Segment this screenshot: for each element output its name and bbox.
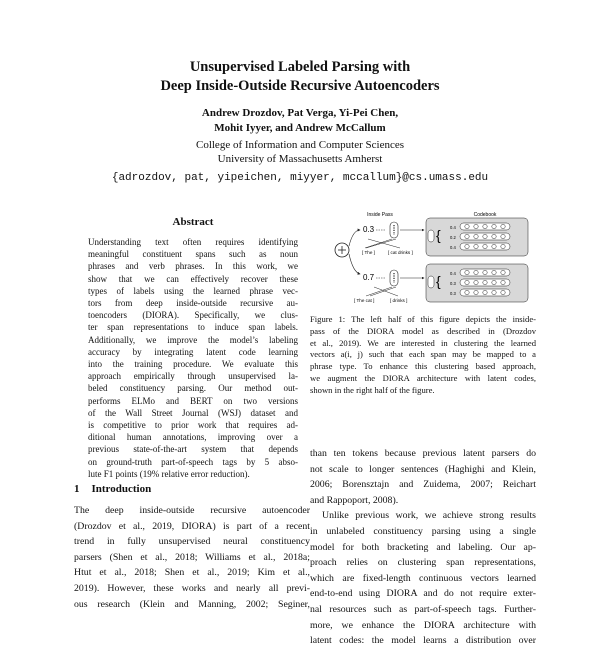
caption-line: we augment the DIORA architecture with latent codes, xyxy=(310,372,536,383)
abstract-line: ditional human annotations, improving over a xyxy=(88,432,298,443)
abstract-line: into the training procedure. We evaluate this xyxy=(88,359,298,370)
title-line: Deep Inside-Outside Recursive Autoencoders xyxy=(160,78,440,94)
caption-line: phrase type. To enhance this clustering based approach, xyxy=(310,361,536,372)
arrow-top xyxy=(349,230,360,246)
codebook-bottom-codes xyxy=(460,269,510,296)
top-cross-c xyxy=(368,239,400,248)
abstract-line: show that we can effectively recover these xyxy=(88,273,298,284)
body-line: and Rappoport, 2008). xyxy=(310,494,399,506)
top-right-span: [ cat drinks ] xyxy=(388,250,413,255)
body-line: which are fixed-length continuous vectors learned xyxy=(310,572,536,584)
abstract-line: Understanding text often requires identifying xyxy=(88,237,298,247)
affiliation xyxy=(60,138,540,166)
body-line: nal resources such as part-of-speech tags. Further- xyxy=(310,603,536,615)
codebook-top-value: 0.4 xyxy=(450,245,456,250)
intro-line: parsers (Shen et al., 2018; Williams et al., 2018a; xyxy=(74,551,310,563)
abstract-heading: Abstract xyxy=(172,216,214,228)
arrow-bottom xyxy=(349,254,360,274)
codebook-top-codes xyxy=(460,223,510,250)
intro-body xyxy=(74,503,310,612)
paper-title xyxy=(60,58,540,96)
body-line: proach relies on clustering span representations, xyxy=(310,557,536,569)
bottom-cross-b xyxy=(370,287,396,296)
right-column-body xyxy=(310,446,536,649)
figure-caption xyxy=(310,314,536,397)
author-line: Andrew Drozdov, Pat Verga, Yi-Pei Chen, xyxy=(201,107,399,119)
author-line: Mohit Iyyer, and Andrew McCallum xyxy=(214,122,386,134)
abstract-line: of the Wall Street Journal (WSJ) dataset and xyxy=(88,407,298,418)
bottom-right-span: [ drinks ] xyxy=(390,298,408,303)
body-line: latent codes: the model learns a distribution over xyxy=(310,635,536,647)
figure-diora-diagram xyxy=(330,208,530,308)
intro-line: 2019). However, these works and nearly all previ- xyxy=(74,582,310,594)
abstract-line: ter span representations to induce span labels. xyxy=(88,322,298,333)
codebook-bottom-value: 0.4 xyxy=(450,271,456,276)
top-score: 0.3 xyxy=(363,225,375,234)
abstract-line: previous state-of-the-art system that depends xyxy=(88,444,298,455)
caption-line: Figure 1: The left half of this figure depicts the inside- xyxy=(310,314,536,324)
plus-circle-icon xyxy=(335,243,349,257)
section-heading xyxy=(74,483,151,495)
abstract-line: approach empirically through unsupervised la- xyxy=(88,371,298,382)
section-number: 1 xyxy=(74,483,80,495)
bottom-cross-c xyxy=(374,287,398,296)
abstract-line: phrases and verb phrases. In this work, we xyxy=(88,261,298,272)
bottom-cross-a xyxy=(366,287,392,296)
abstract-line: is competitive to prior work that requires ad- xyxy=(88,420,298,431)
author-emails: {adrozdov, pat, yipeichen, miyyer, mccallum}@cs.umass.edu xyxy=(111,172,489,184)
abstract-line: beled constituency parsing. Our method out- xyxy=(88,383,298,394)
codebook-top-value: 0.4 xyxy=(450,225,456,230)
abstract-line: on ground-truth part-of-speech tags by 5 abso- xyxy=(88,456,298,467)
intro-line: trend in fully unsupervised neural constituency xyxy=(74,536,310,548)
intro-line: (Drozdov et al., 2019, DIORA) is part of a recent xyxy=(74,520,310,532)
body-line: than ten tokens because previous latent parsers do xyxy=(310,448,536,459)
codebook-top-brace-icon: { xyxy=(436,227,441,243)
codebook-bottom-value: 0.3 xyxy=(450,281,456,286)
codebook-bottom-value: 0.3 xyxy=(450,291,456,296)
body-line: 2006; Borensztajn and Zuidema, 2007; Reichart xyxy=(310,479,536,491)
abstract-line: tors from deep inside-outside recursive au- xyxy=(88,298,298,309)
body-line: more, we enhance the DIORA architecture with xyxy=(310,619,536,631)
abstract-line: accuracy by integrating latent code learning xyxy=(88,346,298,357)
abstract-line: lute F1 points (19% relative error reduction). xyxy=(88,468,250,479)
code-vector xyxy=(460,269,510,276)
caption-line: et al., 2019). We are interested in clustering the learned xyxy=(310,337,536,348)
abstract-line: performs ELMo and BERT on two versions xyxy=(88,395,298,406)
caption-line: shown in the right half of the figure. xyxy=(310,384,435,395)
top-left-span: [ The ] xyxy=(362,250,375,255)
bottom-score: 0.7 xyxy=(363,273,375,282)
body-line: model for both bracketing and labeling. Our ap- xyxy=(310,541,536,553)
top-cross-a xyxy=(365,239,392,248)
intro-line: The deep inside-outside recursive autoencoder xyxy=(74,505,310,516)
codebook-top-query-icon xyxy=(428,230,434,242)
code-vector xyxy=(460,279,510,286)
affiliation-line: University of Massachusetts Amherst xyxy=(217,153,383,165)
abstract-line: meaningful constituent spans such as noun xyxy=(88,249,298,260)
section-title: Introduction xyxy=(91,483,152,495)
caption-line: vectors a(i, j) such that each span may be mapped to a xyxy=(310,349,536,360)
intro-line: Htut et al., 2018; Shen et al., 2019; Kim et al., xyxy=(74,567,310,579)
top-cross-b xyxy=(366,239,396,248)
inside-pass-label: Inside Pass xyxy=(367,212,393,218)
title-line: Unsupervised Labeled Parsing with xyxy=(189,59,411,75)
abstract-body xyxy=(88,236,298,480)
author-list xyxy=(60,106,540,136)
code-vector xyxy=(460,289,510,296)
body-line: in unlabeled constituency parsing using a single xyxy=(310,525,536,537)
codebook-top-value: 0.2 xyxy=(450,235,456,240)
caption-line: pass of the DIORA model as described in (Drozdov xyxy=(310,325,536,336)
abstract-line: types of labels using the learned phrase vec- xyxy=(88,285,298,296)
abstract-line: toencoders (DIORA). Specifically, we clus- xyxy=(88,310,298,321)
codebook-bottom-query-icon xyxy=(428,276,434,288)
body-line: Unlike previous work, we achieve strong results xyxy=(322,510,536,522)
body-line: end-to-end using DIORA and do not require exter- xyxy=(310,588,536,600)
body-line: not scale to longer sentences (Haghighi and Klein, xyxy=(310,463,536,475)
codebook-label: Codebook xyxy=(473,212,497,218)
intro-line: ous research (Klein and Manning, 2002; Seginer, xyxy=(74,598,310,610)
affiliation-line: College of Information and Computer Sciences xyxy=(195,139,405,151)
abstract-line: Additionally, we improve the model’s labeling xyxy=(88,334,298,345)
codebook-bottom-brace-icon: { xyxy=(436,273,441,289)
bottom-left-span: [ The cat ] xyxy=(354,298,375,303)
